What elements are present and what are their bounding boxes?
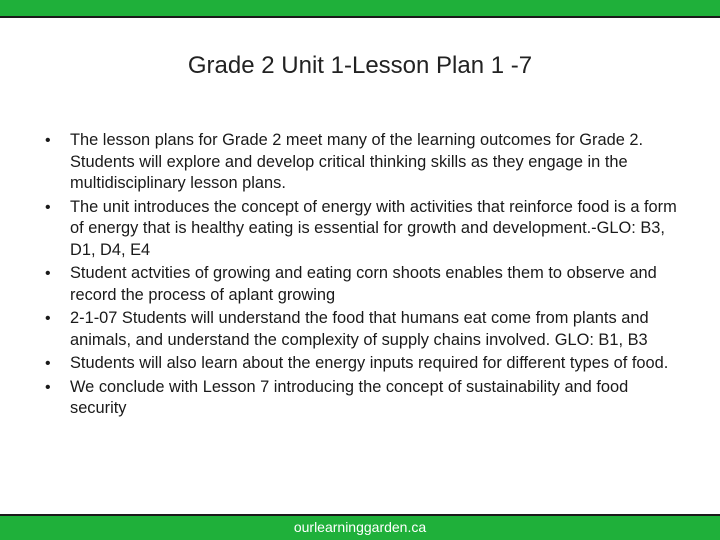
bullet-item xyxy=(42,377,682,420)
bullet-text: We conclude with Lesson 7 introducing the concept of sustainability and food security xyxy=(70,377,629,417)
bullet-list xyxy=(42,130,682,422)
slide-title: Grade 2 Unit 1-Lesson Plan 1 -7 xyxy=(187,52,533,79)
footer-banner xyxy=(0,514,720,540)
bullet-icon: • xyxy=(45,355,51,372)
top-banner xyxy=(0,0,720,18)
bullet-icon: • xyxy=(45,265,51,282)
bullet-text: 2-1-07 Students will understand the food that humans eat come from plants and animals, and understand the complexity of supply chains involved. GLO: B1, B3 xyxy=(70,309,649,349)
bullet-item xyxy=(42,130,682,195)
bullet-item xyxy=(42,308,682,351)
footer-website: ourlearninggarden.ca xyxy=(293,519,427,535)
bullet-item xyxy=(42,263,682,306)
bullet-text: The unit introduces the concept of energy with activities that reinforce food is a form of energy that is healthy eating is essential for growth and development.-GLO: B3, D1, D4, E4 xyxy=(70,197,677,259)
bullet-icon: • xyxy=(45,132,51,149)
bullet-text: The lesson plans for Grade 2 meet many of the learning outcomes for Grade 2. Students will explore and develop critical thinking skills as they engage in the multidisciplinary lesson plans. xyxy=(70,131,644,192)
bullet-text: Students will also learn about the energy inputs required for different types of food. xyxy=(70,354,669,372)
bullet-icon: • xyxy=(45,378,51,396)
bullet-icon: • xyxy=(45,198,51,216)
bullet-item xyxy=(42,197,682,262)
bullet-text: Student actvities of growing and eating corn shoots enables them to observe and record the process of aplant growing xyxy=(70,264,657,304)
bullet-icon: • xyxy=(45,310,51,327)
bullet-item xyxy=(42,353,682,375)
